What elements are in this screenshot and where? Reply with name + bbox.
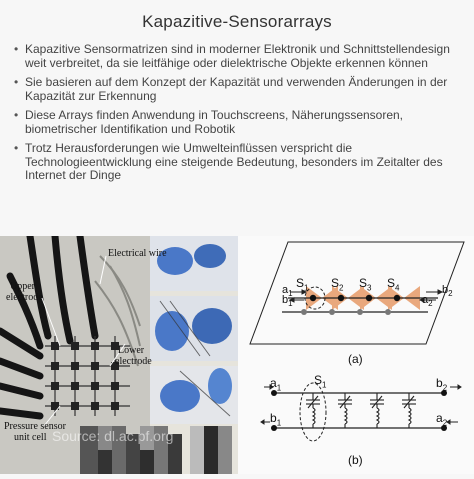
label-b2-a: $b_2$	[442, 284, 453, 299]
label-upper: Upper	[10, 281, 35, 292]
label-a2-a: $a_2$	[422, 294, 433, 309]
bullet-item: • Kapazitive Sensormatrizen sind in moderner Elektronik und Schnittstellendesign weit verbreitet, da sie leitfähige oder dielektrische Objekte erkennen können	[14, 43, 462, 70]
label-a1-a: $a_1$	[282, 284, 293, 299]
bullet-list	[14, 43, 462, 189]
bullet-item: • Trotz Herausforderungen wie Umwelteinflüssen verspricht die Technologieentwicklung eine steigende Bedeutung, besonders im Zeitalter des Internet der Dinge	[14, 142, 462, 183]
label-unit-cell: unit cell	[14, 432, 47, 443]
watermark: Source: dl.ac.pf.org	[52, 428, 174, 444]
label-lower: Lower	[118, 345, 145, 356]
label-s2-a: $S_2$	[331, 276, 344, 293]
label-a2-b: $a_2$	[436, 411, 448, 428]
label-s4-a: $S_4$	[387, 276, 400, 293]
label-s1-b: $S_1$	[314, 373, 327, 390]
label-s1-a: $S_1$	[296, 276, 309, 293]
bullet-item: • Sie basieren auf dem Konzept der Kapazität und verwenden Änderungen in der Kapazität zur Erkennung	[14, 76, 462, 103]
caption-a: (a)	[348, 352, 363, 366]
label-b2-b: $b_2$	[436, 376, 448, 393]
schematic-panel	[238, 236, 474, 474]
label-pressure-sensor: Pressure sensor	[4, 421, 66, 432]
label-s3-a: $S_3$	[359, 276, 372, 293]
label-a1-b: $a_1$	[270, 376, 282, 393]
page-title: Kapazitive-Sensorarrays	[142, 12, 332, 31]
label-b1-a: $b_1$	[282, 294, 293, 309]
bullet-item: • Diese Arrays finden Anwendung in Touchscreens, Näherungssensoren, biometrischer Identifikation und Robotik	[14, 109, 462, 136]
label-b1-b: $b_1$	[270, 411, 282, 428]
label-electrical-wire: Electrical wire	[108, 248, 167, 259]
label-electrode-upper: electrode	[6, 292, 43, 303]
caption-b: (b)	[348, 453, 363, 467]
label-electrode-lower: electrode	[115, 356, 152, 367]
